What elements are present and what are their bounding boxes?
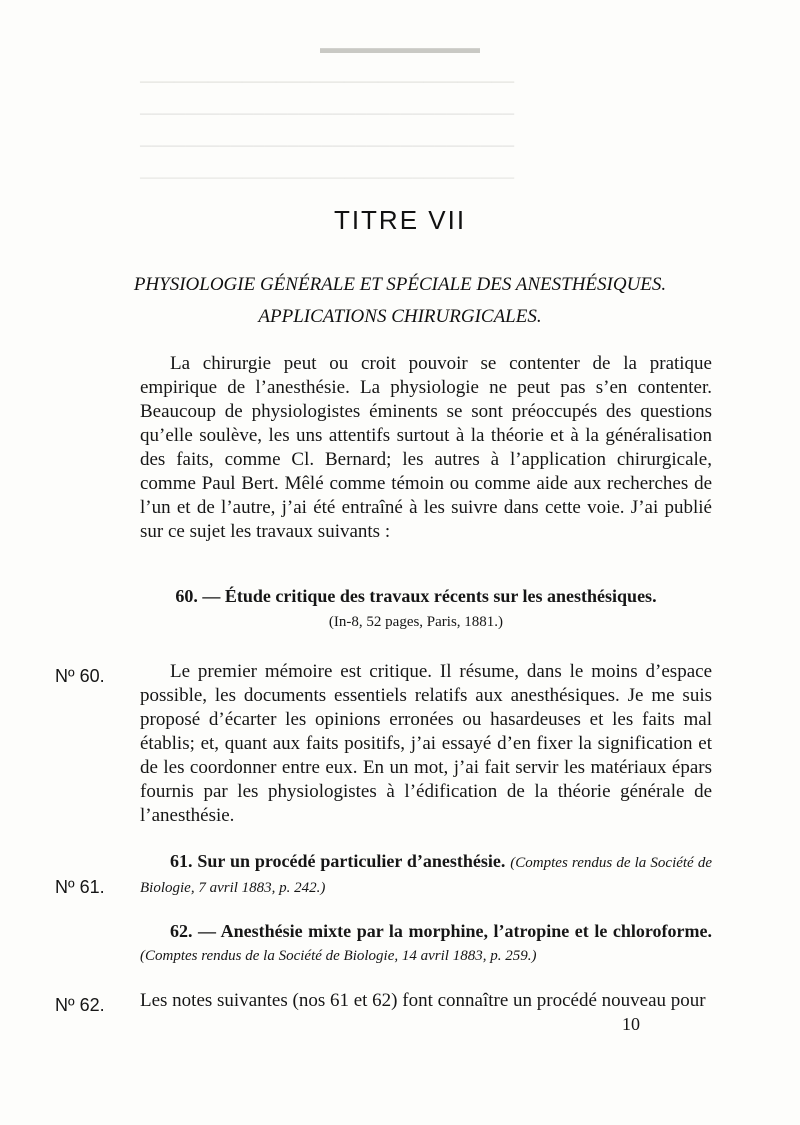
- bleed-through-decoration: ─────────────────────────────────: [140, 106, 515, 123]
- item-62-paragraph: Les notes suivantes (nos 61 et 62) font connaître un procédé nouveau pour: [140, 990, 706, 1011]
- intro-paragraph: La chirurgie peut ou croit pouvoir se contenter de la pratique empirique de l’anesthésie. La physiologie ne peut pas s’en contenter. Beaucoup de physiologistes éminents se sont préoccupés des questions qu’elle soulève, les uns attentifs surtout à la théorie et à la généralisation des faits, comme Cl. Bernard; les autres à l’application chirurgicale, comme Paul Bert. Mêlé comme témoin ou comme aide aux recherches de l’un et de l’autre, j’ai été entraîné à les suivre dans cette voie. J’ai publié sur ce sujet les travaux suivants :: [140, 353, 712, 542]
- item-62-margin-number: Nº 62.: [55, 995, 105, 1015]
- bleed-through-decoration: ▬▬▬▬▬▬▬▬▬▬: [320, 40, 480, 57]
- item-62-heading: 62. — Anesthésie mixte par la morphine, l’atropine et le chloroforme.: [170, 921, 712, 941]
- item-60-reference: (In-8, 52 pages, Paris, 1881.): [328, 614, 504, 630]
- item-60-paragraph: Le premier mémoire est critique. Il résume, dans le moins d’espace possible, les documents essentiels relatifs aux anesthésiques. Je me suis proposé d’écarter les opinions erronées ou hasardeuses et les faits mal établis; et, quant aux faits positifs, j’ai essayé d’en fixer la signification et de les coordonner entre eux. En un mot, j’ai fait servir les matériaux épars fournis par les physiologistes à l’édification de la théorie générale de l’anesthésie.: [140, 661, 712, 826]
- item-61-heading: 61. Sur un procédé particulier d’anesthésie.: [170, 851, 506, 871]
- bleed-through-decoration: ─────────────────────────────────: [140, 74, 515, 91]
- bleed-through-decoration: ─────────────────────────────────: [140, 170, 515, 187]
- section-subtitle-line-1: PHYSIOLOGIE GÉNÉRALE ET SPÉCIALE DES ANESTHÉSIQUES.: [133, 274, 667, 295]
- section-subtitle-line-2: APPLICATIONS CHIRURGICALES.: [258, 306, 542, 327]
- item-60-margin-number: Nº 60.: [55, 666, 105, 686]
- item-61-reference: (Comptes rendus de la Société de Biologie, 7 avril 1883, p. 242.): [140, 855, 713, 896]
- item-61-entry: [140, 850, 712, 900]
- item-62-reference: (Comptes rendus de la Société de Biologie, 14 avril 1883, p. 259.): [140, 948, 537, 964]
- bleed-through-decoration: ─────────────────────────────────: [140, 138, 515, 155]
- item-62-entry: [140, 920, 712, 968]
- item-60-heading: 60. — Étude critique des travaux récents sur les anesthésiques.: [175, 586, 657, 606]
- page-title: TITRE VII: [333, 205, 467, 235]
- page-number: 10: [622, 1014, 640, 1034]
- item-61-margin-number: Nº 61.: [55, 877, 105, 897]
